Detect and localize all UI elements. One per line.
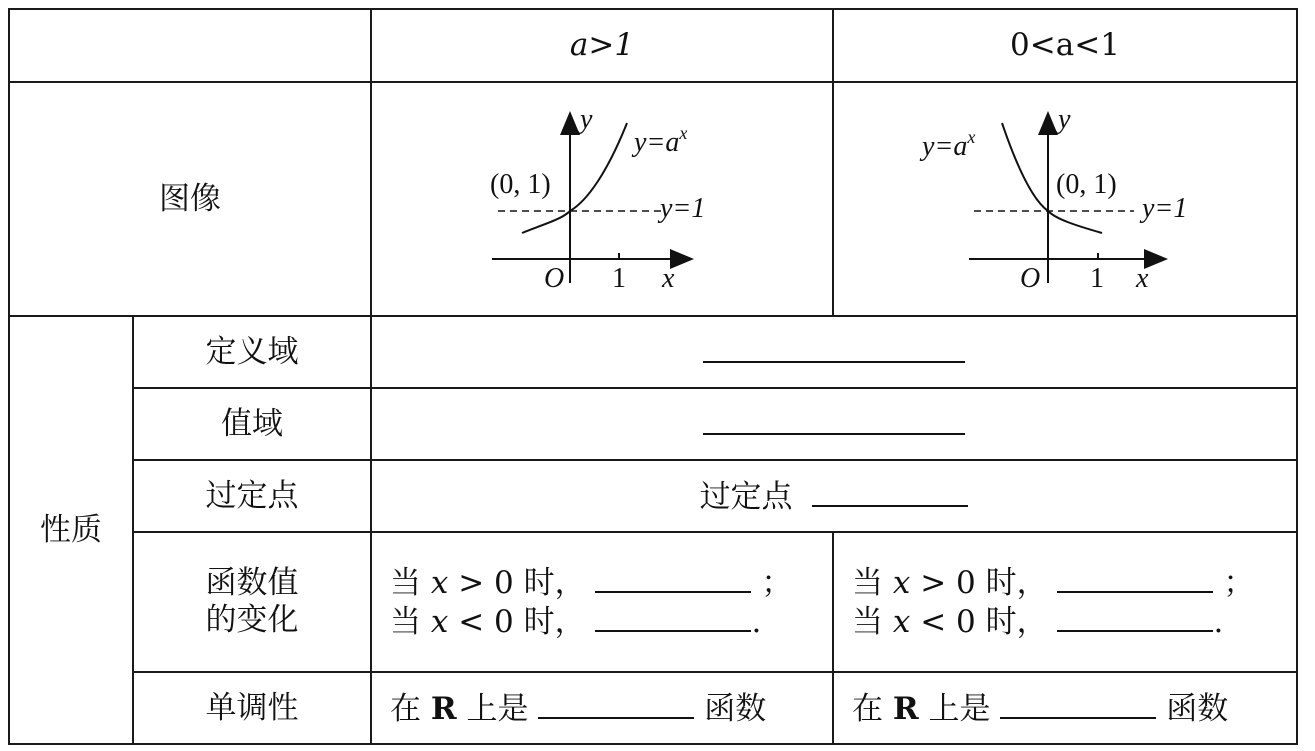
fixed-point-label: 过定点: [205, 477, 299, 514]
monotonicity-label-cell: [133, 672, 371, 744]
graph-a-between-0-1: [834, 83, 1296, 306]
monotonicity-case2-cell: 在 R 上是 函数: [833, 672, 1297, 744]
image-row-label: 图像: [159, 180, 221, 217]
origin-label: O: [544, 263, 565, 294]
fixed-point-text: 过定点: [699, 478, 793, 515]
header-case2-text: 0<a<1: [1010, 26, 1120, 63]
header-case-a-gt-1: [371, 9, 833, 82]
fixed-point-label-cell: [133, 460, 371, 532]
value-change-case1-gt: 当 x > 0 时， ；: [390, 565, 793, 601]
range-label: 值域: [221, 405, 283, 442]
curve-label: $y=a^x$: [922, 127, 976, 162]
domain-answer-cell: [371, 316, 1297, 388]
range-answer-blank[interactable]: [703, 405, 965, 435]
graph-a-gt-1: [372, 83, 832, 306]
line-label: y=1: [660, 193, 706, 224]
domain-row: [9, 316, 1297, 388]
exponential-function-properties-table: [8, 8, 1298, 745]
point-label: (0, 1): [1056, 169, 1117, 200]
x-axis-label: x: [662, 263, 675, 294]
mono-case2-blank[interactable]: [1000, 689, 1156, 719]
case1-lt-blank[interactable]: [595, 602, 751, 632]
value-change-label-line1: 函数值: [205, 565, 299, 601]
properties-group-label: 性质: [40, 511, 102, 548]
case2-lt-blank[interactable]: [1057, 602, 1213, 632]
value-change-row: [9, 532, 1297, 672]
monotonicity-label: 单调性: [205, 689, 299, 726]
image-row-label-cell: [9, 82, 371, 316]
tick-label-1: 1: [612, 263, 626, 294]
y-axis-label: y: [580, 104, 593, 135]
header-row: [9, 9, 1297, 82]
fixed-point-answer-cell: [371, 460, 1297, 532]
monotonicity-row: [9, 672, 1297, 744]
value-change-label-cell: [133, 532, 371, 672]
graph-a-gt-1-cell: [371, 82, 833, 316]
domain-answer-blank[interactable]: [703, 333, 965, 363]
value-change-case2-lt: 当 x < 0 时， .: [852, 604, 1224, 641]
y-axis-label: y: [1058, 104, 1071, 135]
curve-label: $y=a^x$: [634, 123, 688, 158]
range-answer-cell: [371, 388, 1297, 460]
range-row: [9, 388, 1297, 460]
line-label: y=1: [1142, 193, 1188, 224]
value-change-case2-gt: 当 x > 0 时， ；: [852, 565, 1255, 601]
fixed-point-answer-blank[interactable]: [812, 477, 968, 507]
value-change-label-line2: 的变化: [205, 602, 299, 639]
point-label: (0, 1): [490, 169, 551, 200]
range-label-cell: [133, 388, 371, 460]
header-case-a-between-0-1: [833, 9, 1297, 82]
case2-gt-blank[interactable]: [1057, 563, 1213, 593]
fixed-point-row: [9, 460, 1297, 532]
value-change-case2-cell: [833, 532, 1297, 672]
value-change-case1-lt: 当 x < 0 时， .: [390, 604, 762, 641]
domain-label: 定义域: [205, 333, 299, 370]
header-case1-text: a>1: [569, 26, 635, 63]
graph-a-between-0-1-cell: [833, 82, 1297, 316]
monotonicity-case1-cell: 在 R 上是 函数: [371, 672, 833, 744]
mono-case1-blank[interactable]: [538, 689, 694, 719]
tick-label-1: 1: [1090, 263, 1104, 294]
value-change-case1-cell: [371, 532, 833, 672]
image-row: [9, 82, 1297, 316]
header-empty-cell: [9, 9, 371, 82]
case1-gt-blank[interactable]: [595, 563, 751, 593]
origin-label: O: [1020, 263, 1041, 294]
properties-group-cell: [9, 316, 133, 744]
domain-label-cell: [133, 316, 371, 388]
x-axis-label: x: [1136, 263, 1149, 294]
